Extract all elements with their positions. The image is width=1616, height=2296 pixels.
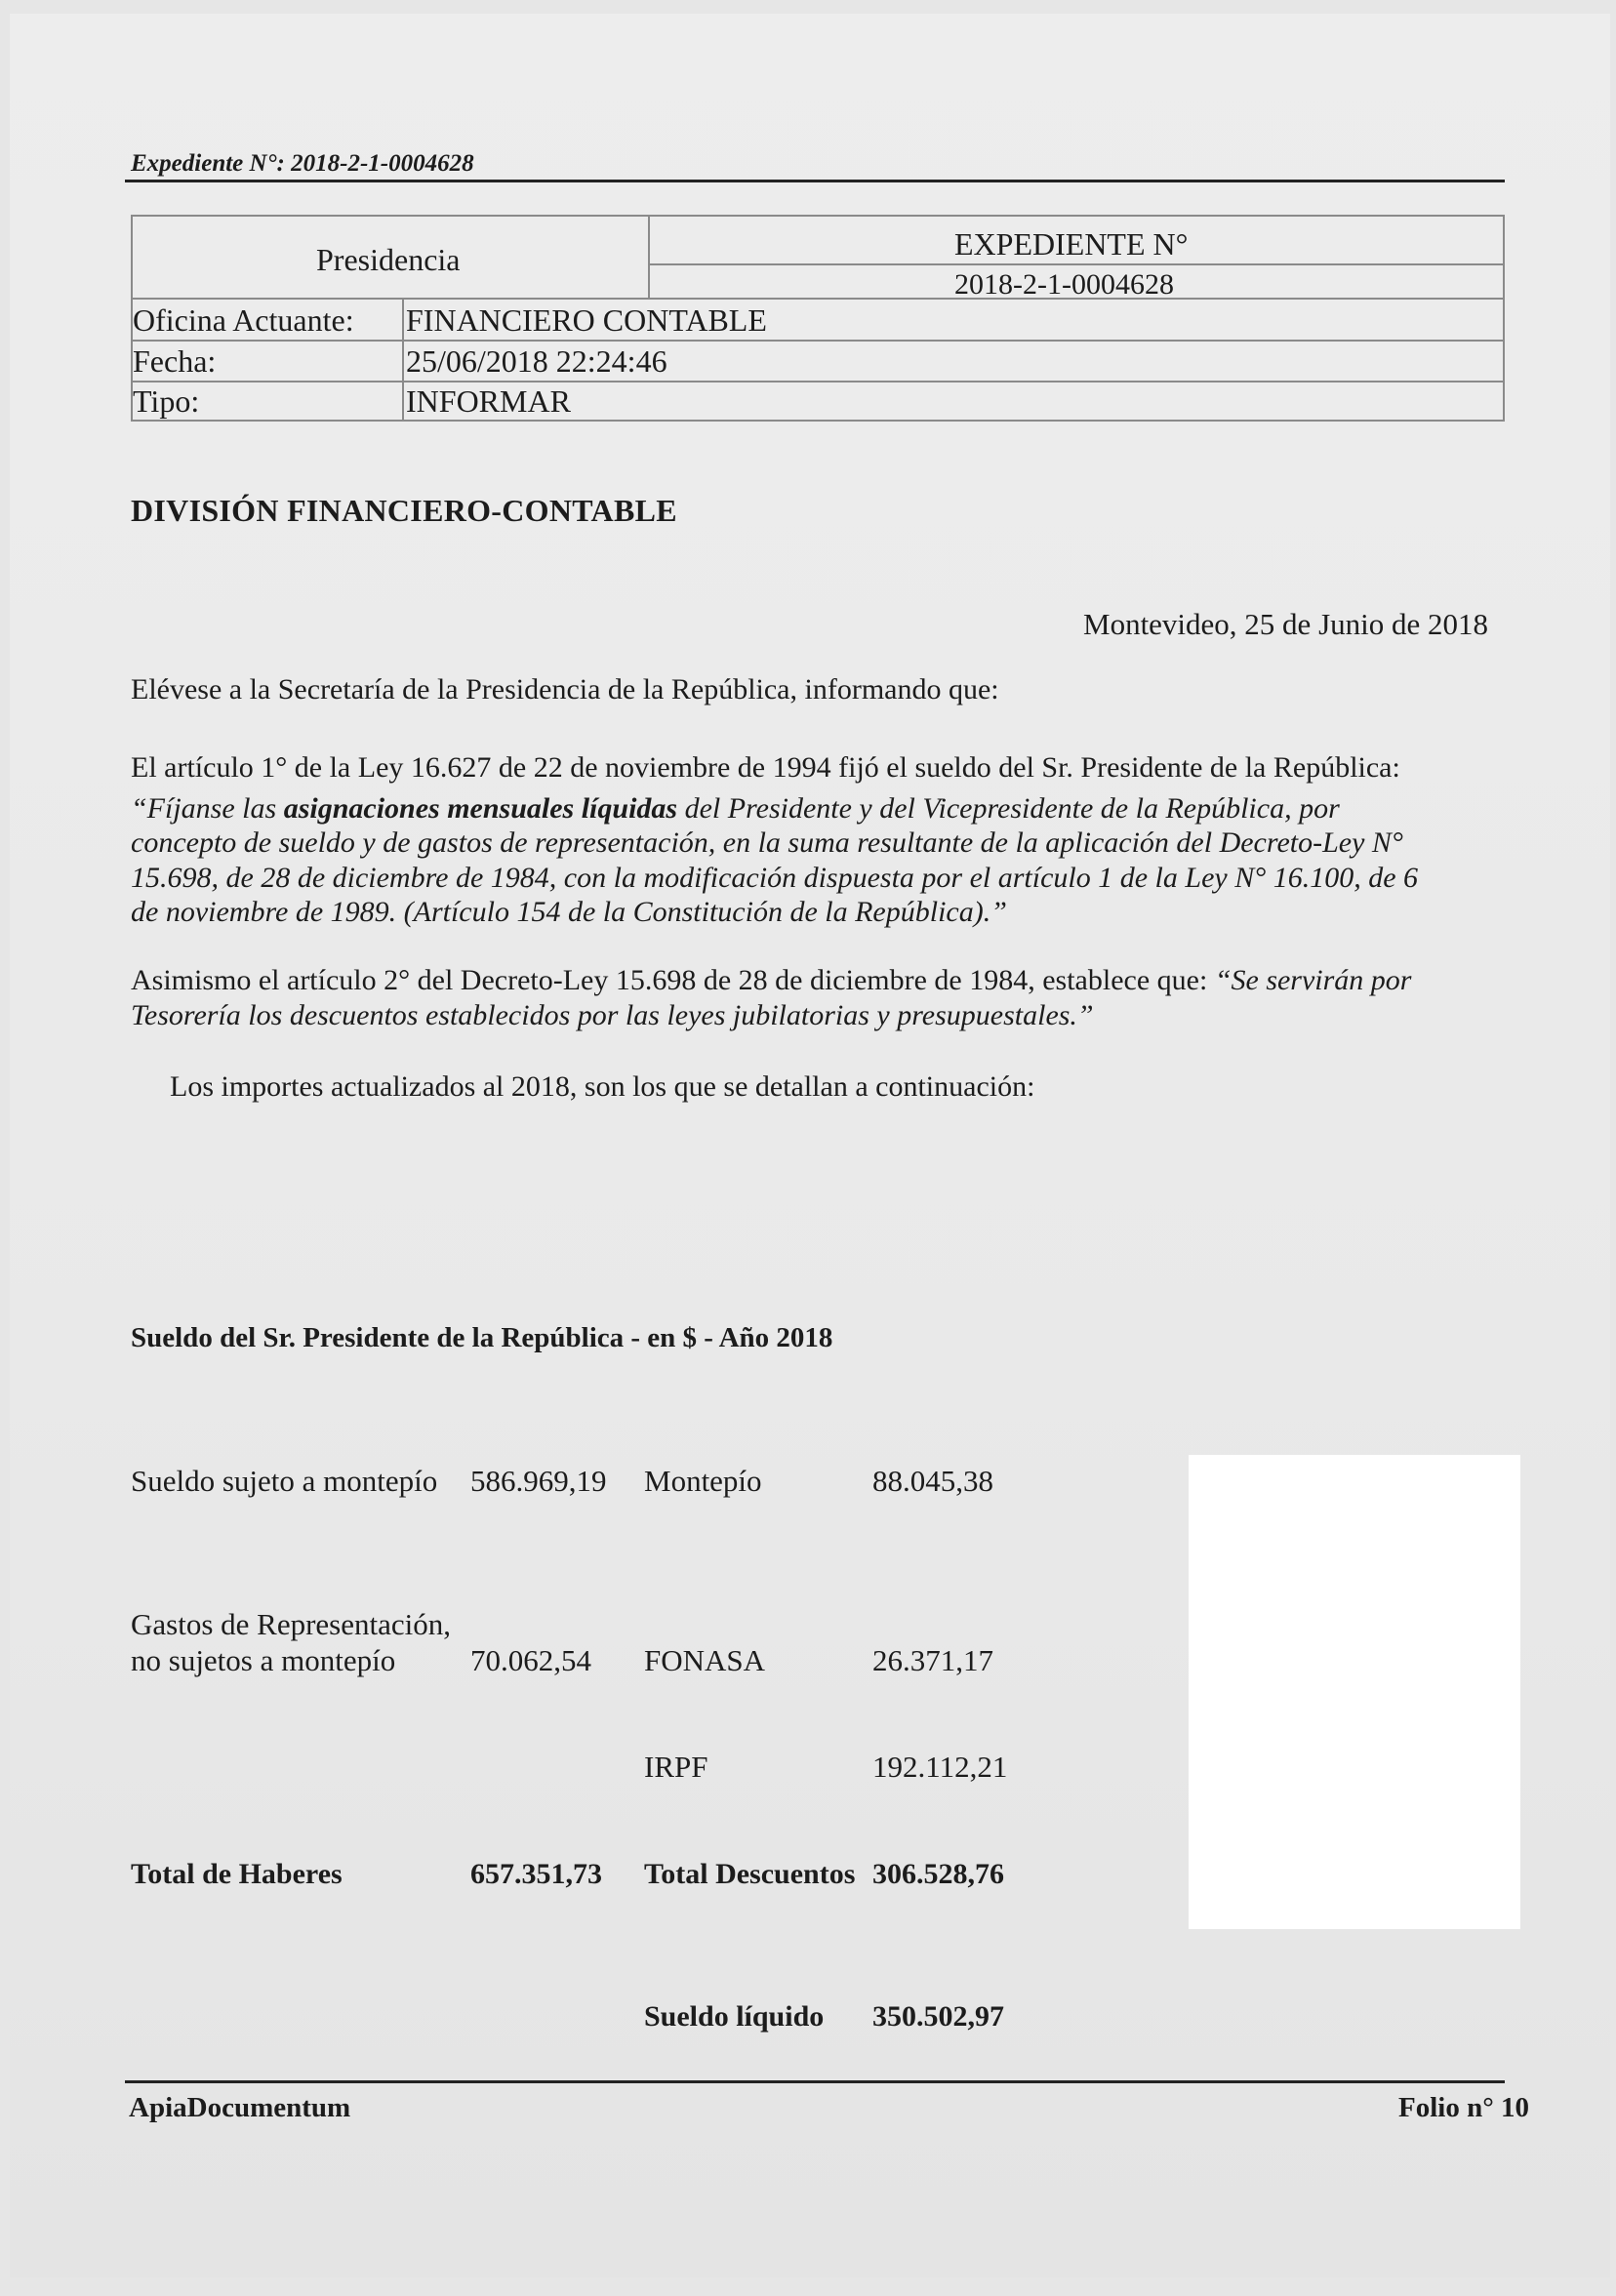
paragraph-law: El artículo 1° de la Ley 16.627 de 22 de noviembre de 1994 fijó el sueldo del Sr. Presidente de la República: xyxy=(131,751,1400,784)
type-value: INFORMAR xyxy=(406,383,571,419)
total-descuentos-value: 306.528,76 xyxy=(872,1858,1004,1890)
irpf-value: 192.112,21 xyxy=(872,1750,1008,1784)
expediente-title: EXPEDIENTE N° xyxy=(954,226,1189,262)
quote-text: del Presidente y del Vicepresidente de la República, por xyxy=(684,792,1340,825)
quote-text: “Fíjanse las xyxy=(131,792,277,825)
quote-line-4: de noviembre de 1989. (Artículo 154 de la Constitución de la República).” xyxy=(131,896,1007,928)
decree-text: Asimismo el artículo 2° del Decreto-Ley 15.698 de 28 de diciembre de 1984, establece que: xyxy=(131,964,1208,996)
office-value: FINANCIERO CONTABLE xyxy=(406,302,767,338)
sueldo-liquido-label: Sueldo líquido xyxy=(644,2000,825,2033)
redaction-block xyxy=(1189,1455,1520,1929)
footer-system: ApiaDocumentum xyxy=(129,2092,351,2123)
total-descuentos-label: Total Descuentos xyxy=(644,1858,856,1890)
representation-label-1: Gastos de Representación, xyxy=(131,1607,451,1641)
representation-label-2: no sujetos a montepío xyxy=(131,1643,396,1677)
office-label: Oficina Actuante: xyxy=(133,302,354,338)
box-line xyxy=(131,215,1505,217)
fonasa-value: 26.371,17 xyxy=(872,1643,993,1677)
paragraph-amounts: Los importes actualizados al 2018, son los que se detallan a continuación: xyxy=(170,1070,1035,1103)
footer-rule xyxy=(125,2080,1505,2083)
header-expediente: Expediente N°: 2018-2-1-0004628 xyxy=(131,150,474,177)
paragraph-decree xyxy=(131,964,1411,997)
box-line xyxy=(648,263,1505,265)
representation-value: 70.062,54 xyxy=(470,1643,591,1677)
sueldo-liquido-value: 350.502,97 xyxy=(872,2000,1004,2033)
fonasa-label: FONASA xyxy=(644,1643,766,1677)
salary-title: Sueldo del Sr. Presidente de la República - en $ - Año 2018 xyxy=(131,1322,833,1353)
division-heading: DIVISIÓN FINANCIERO-CONTABLE xyxy=(131,493,677,528)
quote-line-1 xyxy=(131,792,1340,826)
quote-emphasis: asignaciones mensuales líquidas xyxy=(283,792,678,825)
office-name: Presidencia xyxy=(316,242,461,277)
quote-line-3: 15.698, de 28 de diciembre de 1984, con la modificación dispuesta por el artículo 1 de la Ley N° 16.100, de 6 xyxy=(131,862,1419,894)
paragraph-intro: Elévese a la Secretaría de la Presidencia de la República, informando que: xyxy=(131,673,999,705)
montepio-value: 88.045,38 xyxy=(872,1464,993,1498)
footer-folio: Folio n° 10 xyxy=(1398,2092,1530,2123)
box-line xyxy=(648,215,650,300)
total-haberes-label: Total de Haberes xyxy=(131,1858,343,1890)
document-page xyxy=(10,14,1610,2277)
montepio-label: Montepío xyxy=(644,1464,762,1498)
salary-value: 586.969,19 xyxy=(470,1464,607,1498)
date-label: Fecha: xyxy=(133,343,217,379)
salary-label: Sueldo sujeto a montepío xyxy=(131,1464,438,1498)
box-line xyxy=(131,420,1505,422)
box-line xyxy=(402,298,404,422)
date-value: 25/06/2018 22:24:46 xyxy=(406,343,667,379)
decree-quote-cont: Tesorería los descuentos establecidos por las leyes jubilatorias y presupuestales.” xyxy=(131,999,1094,1031)
box-line xyxy=(131,298,1505,300)
type-label: Tipo: xyxy=(133,383,200,419)
irpf-label: IRPF xyxy=(644,1750,708,1784)
box-line xyxy=(1503,215,1505,422)
total-haberes-value: 657.351,73 xyxy=(470,1858,602,1890)
quote-line-2: concepto de sueldo y de gastos de representación, en la suma resultante de la aplicación del Decreto-Ley N° xyxy=(131,826,1403,859)
box-line xyxy=(131,340,1505,342)
place-date: Montevideo, 25 de Junio de 2018 xyxy=(1083,607,1489,641)
header-rule xyxy=(125,180,1505,182)
box-line xyxy=(131,381,1505,383)
expediente-number: 2018-2-1-0004628 xyxy=(954,268,1174,301)
decree-quote: “Se servirán por xyxy=(1214,964,1412,996)
